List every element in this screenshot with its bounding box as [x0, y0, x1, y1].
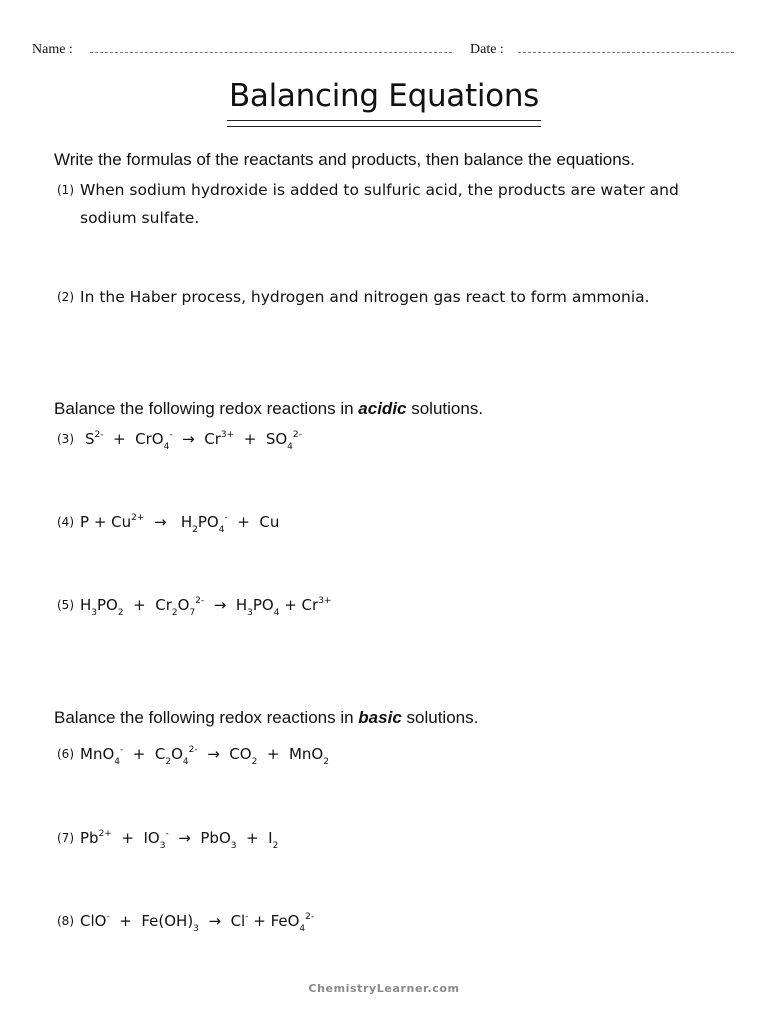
- emphasis-acidic: acidic: [358, 399, 407, 418]
- title-underline-1: [227, 120, 541, 121]
- arrow-icon: →: [178, 829, 191, 847]
- question-text-1: [80, 176, 679, 232]
- name-field-line[interactable]: [90, 52, 452, 53]
- equation-6: $MnO_4^- + C_2O_4^{2-} \to CO_2 + MnO_2$: [80, 745, 329, 767]
- equation-4: $P + Cu^{2+} \to H_2PO_4^- + Cu$: [80, 513, 280, 535]
- section-instruction-formulas: Write the formulas of the reactants and products, then balance the equations.: [54, 150, 635, 169]
- name-label: Name :: [32, 42, 73, 57]
- question-number-1: (1): [57, 183, 74, 197]
- question-number-7: (7): [57, 831, 74, 845]
- question-text-2: In the Haber process, hydrogen and nitrogen gas react to form ammonia.: [80, 288, 650, 306]
- arrow-icon: →: [182, 430, 195, 448]
- emphasis-basic: basic: [358, 708, 402, 727]
- section-instruction-acidic: Balance the following redox reactions in acidic solutions.: [54, 399, 484, 418]
- question-1-line-1: When sodium hydroxide is added to sulfuric acid, the products are water and: [80, 181, 679, 199]
- page-title: Balancing Equations: [228, 78, 540, 114]
- question-number-5: (5): [57, 598, 74, 612]
- equation-5: $H_3PO_2 + Cr_2O_7^{2-} \to H_3PO_4 + Cr^{3+}$: [80, 596, 332, 618]
- equation-8: $ClO^- + Fe(OH)_3 \to Cl^- + FeO_4^{2-}$: [80, 912, 315, 934]
- question-number-4: (4): [57, 515, 74, 529]
- question-1-line-2: sodium sulfate.: [80, 209, 200, 227]
- arrow-icon: →: [153, 513, 167, 531]
- section-instruction-basic: Balance the following redox reactions in basic solutions.: [54, 708, 479, 727]
- question-number-6: (6): [57, 747, 74, 761]
- question-number-8: (8): [57, 914, 74, 928]
- footer-brand: ChemistryLearner.com: [308, 982, 460, 995]
- arrow-icon: →: [208, 912, 222, 930]
- title-underline-2: [227, 126, 541, 127]
- equation-3: $S^{2-} + CrO_4^- \to Cr^{3+} + SO_4^{2-}$: [85, 430, 302, 452]
- equation-7: $Pb^{2+} + IO_3^- \to PbO_3 + I_2$: [80, 829, 279, 851]
- date-field-line[interactable]: [518, 52, 734, 53]
- arrow-icon: →: [213, 596, 227, 614]
- question-number-2: (2): [57, 290, 74, 304]
- arrow-icon: →: [207, 745, 220, 763]
- date-label: Date :: [470, 42, 504, 57]
- question-number-3: (3): [57, 432, 74, 446]
